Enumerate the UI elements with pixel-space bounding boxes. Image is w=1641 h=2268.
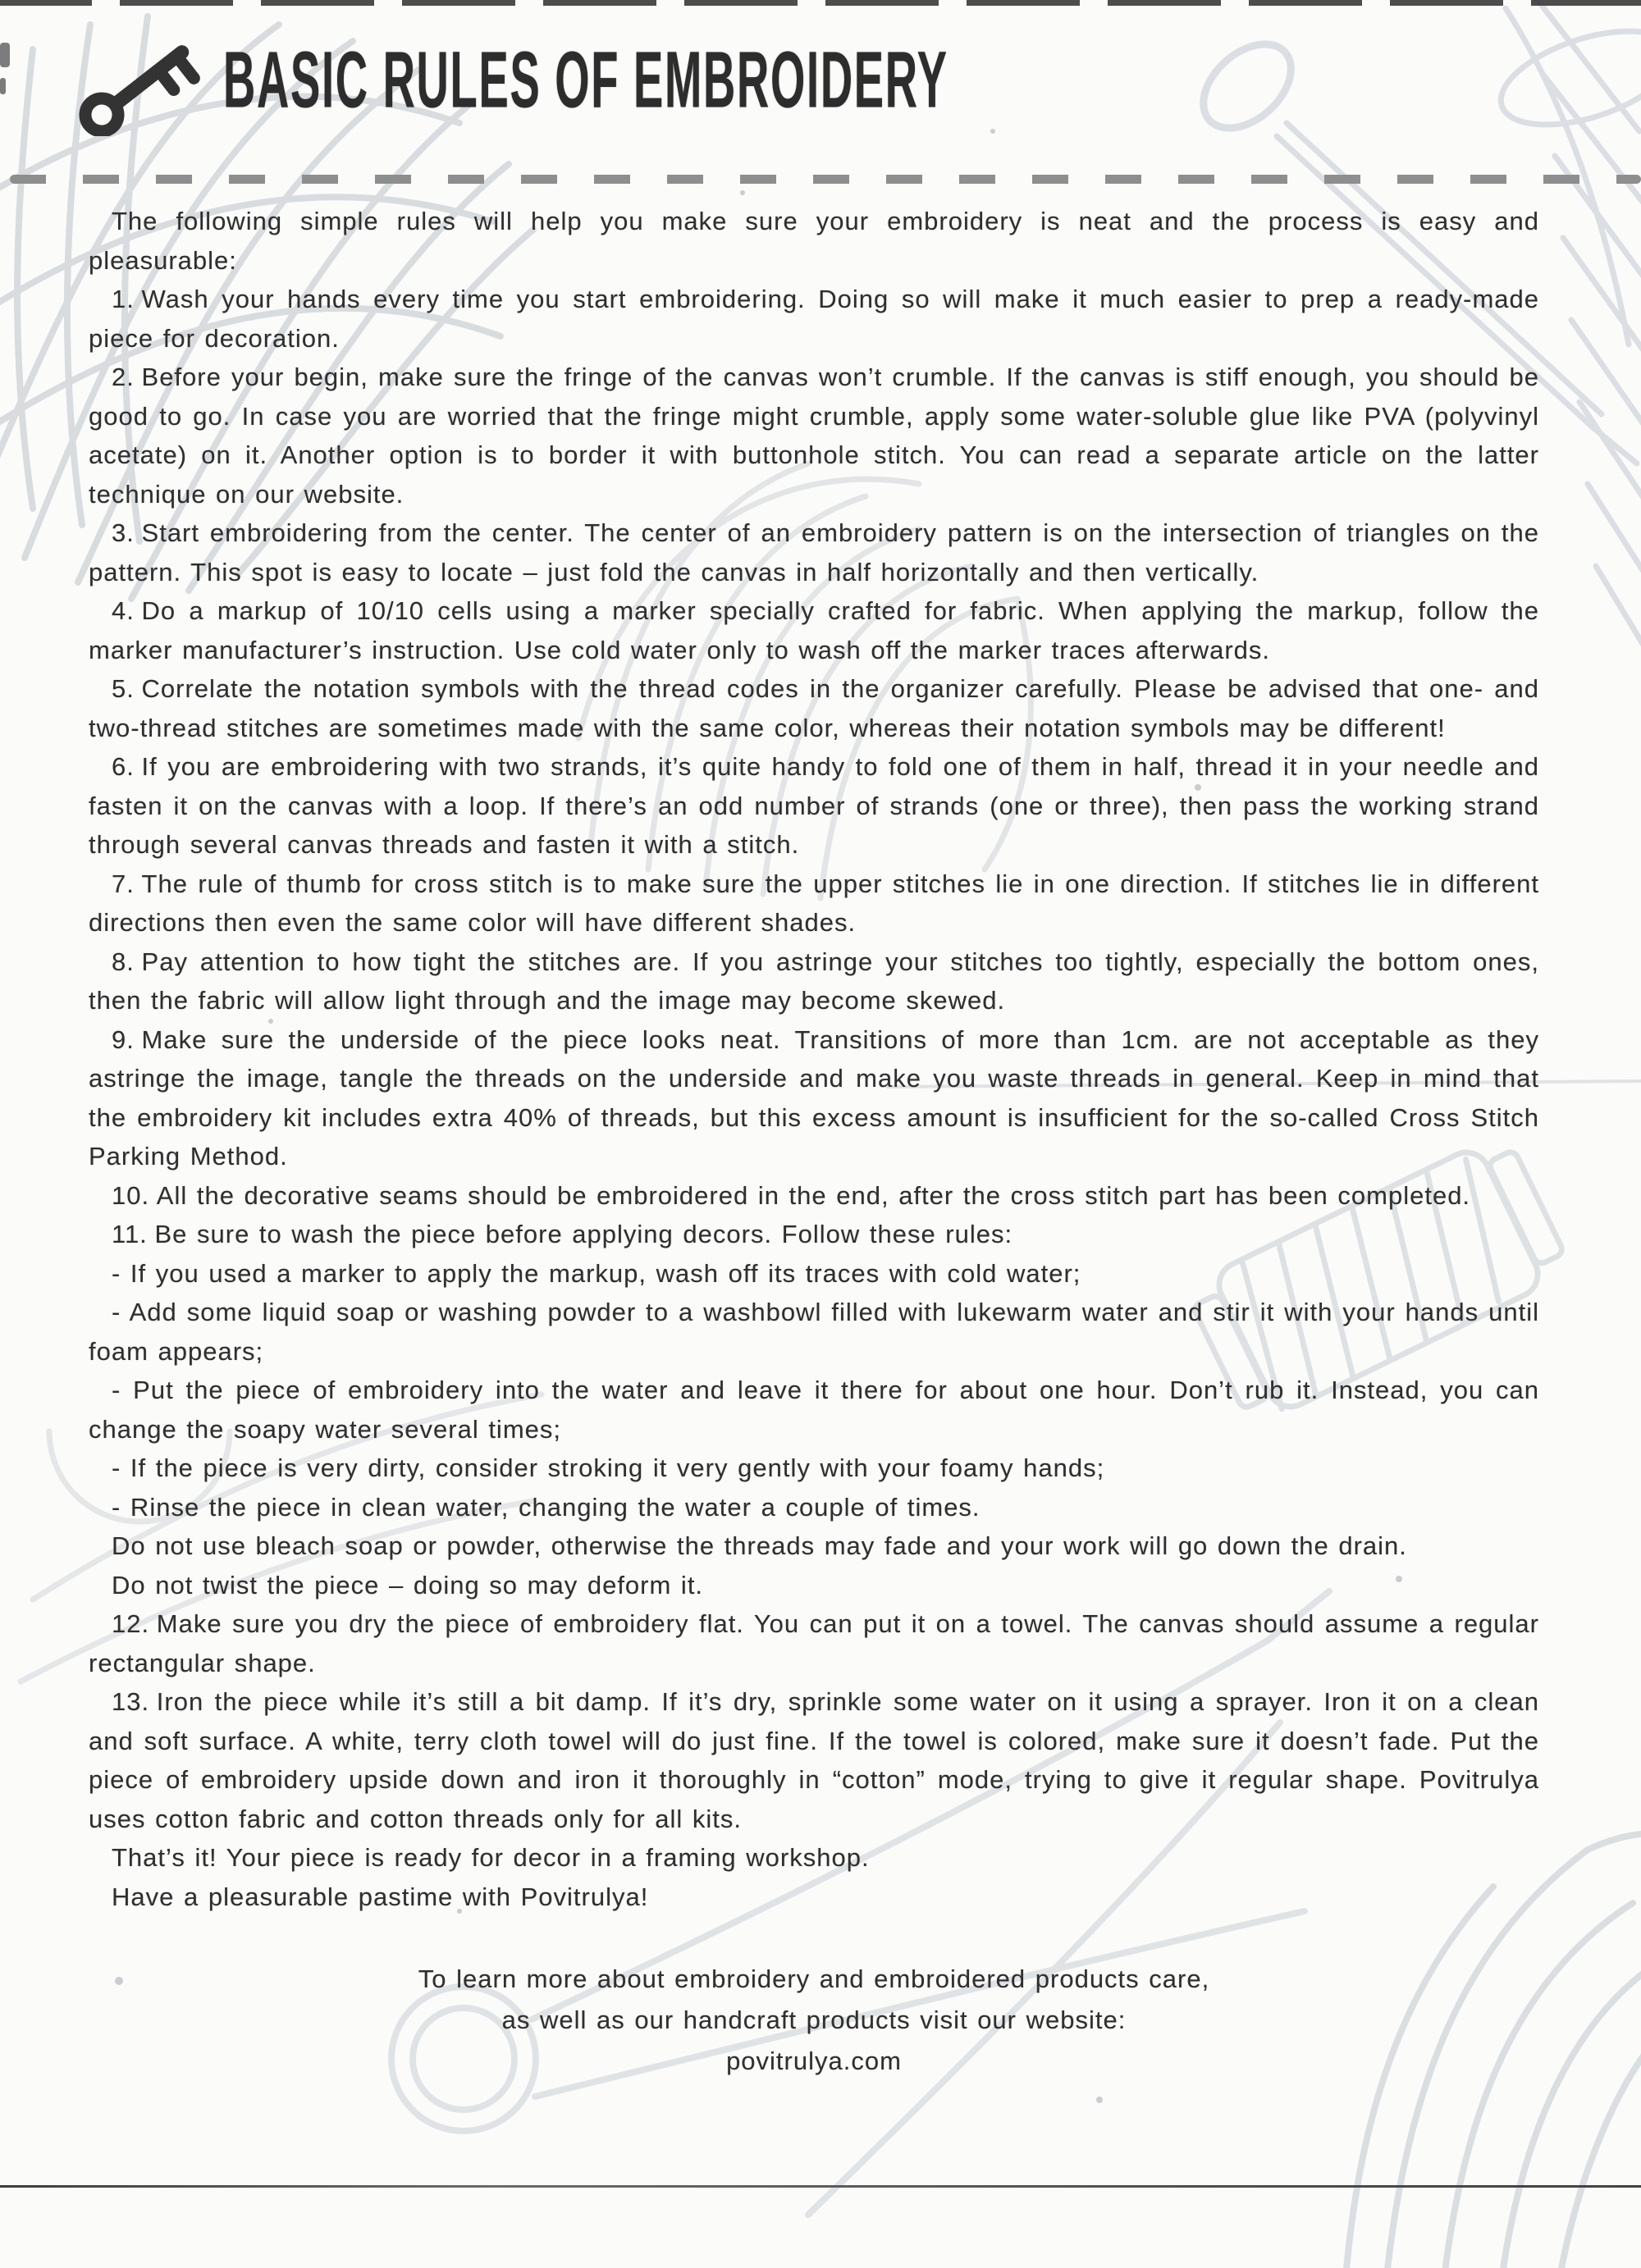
- rule-number: 9.: [112, 1024, 135, 1054]
- page-fold-line: [0, 2185, 1641, 2188]
- rule-number: 7.: [112, 869, 135, 898]
- rule-text: Make sure the underside of the piece looks neat. Transitions of more than 1cm. are not acceptable as they astringe the image, tangle the threads on the underside and make you waste threads in general. Keep in mind that the embroidery kit includes extra 40% of threads, but this excess amount is insufficient for the so-called Cross Stitch Parking Method.: [89, 1024, 1539, 1171]
- rules-text: [89, 202, 1539, 2082]
- dashed-separator: [10, 175, 1641, 184]
- intro-paragraph: The following simple rules will help you make sure your embroidery is neat and the process is easy and pleasurable:: [89, 207, 1539, 275]
- washing-step: - If you used a marker to apply the markup, wash off its traces with cold water;: [112, 1258, 1081, 1288]
- rule-paragraph: [89, 1215, 1539, 1254]
- rule-number: 11.: [112, 1220, 148, 1248]
- footer-line website-url: povitrulya.com: [726, 2047, 902, 2075]
- rule-text: Start embroidering from the center. The center of an embroidery pattern is on the intersection of triangles on the pattern. This spot is easy to locate – just fold the canvas in half horizontally and then vertically.: [89, 518, 1539, 586]
- rule-paragraph: [89, 1682, 1539, 1838]
- washing-step: - Put the piece of embroidery into the water and leave it there for about one hour. Don’t rub it. Instead, you can change the soapy water several times;: [89, 1376, 1539, 1444]
- scan-smudge-top-left: [0, 43, 10, 94]
- rule-number: 1.: [112, 285, 135, 313]
- rule-text: Do a markup of 10/10 cells using a marker specially crafted for fabric. When applying the markup, follow the marker manufacturer’s instruction. Use cold water only to wash off the marker traces afterwards.: [89, 596, 1539, 664]
- rule-paragraph: [89, 942, 1539, 1020]
- rule-number: 12.: [112, 1609, 150, 1638]
- closing-line: That’s it! Your piece is ready for decor in a framing workshop.: [112, 1843, 870, 1872]
- rule-number: 4.: [112, 596, 135, 625]
- page-title: BASIC RULES OF EMBROIDERY: [223, 34, 948, 125]
- rule-text: If you are embroidering with two strands, it’s quite handy to fold one of them in half, thread it in your needle and fasten it on the canvas with a loop. If there’s an odd number of strands (one or three), then pass the working strand through several canvas threads and fasten it with a stitch.: [89, 752, 1539, 859]
- rule-paragraph: [89, 1020, 1539, 1176]
- washing-warning: Do not twist the piece – doing so may deform it.: [112, 1570, 704, 1599]
- rule-paragraph: [89, 865, 1539, 942]
- rule-paragraph: [89, 591, 1539, 669]
- rule-text: Correlate the notation symbols with the thread codes in the organizer carefully. Please be advised that one- and two-thread stitches are sometimes made with the same color, whereas their notation symbols may be different!: [89, 674, 1539, 742]
- rule-text: All the decorative seams should be embroidered in the end, after the cross stitch part has been completed.: [156, 1180, 1471, 1210]
- page-header: [75, 23, 1076, 136]
- rule-number: 10.: [112, 1180, 150, 1210]
- rule-number: 13.: [112, 1687, 150, 1716]
- washing-warning: Do not use bleach soap or powder, otherwise the threads may fade and your work will go down the drain.: [112, 1531, 1407, 1560]
- washing-step: - If the piece is very dirty, consider stroking it very gently with your foamy hands;: [112, 1453, 1105, 1482]
- rule-number: 8.: [112, 947, 135, 976]
- rule-text: The rule of thumb for cross stitch is to make sure the upper stitches lie in one direction. If stitches lie in different directions then even the same color will have different shades.: [89, 869, 1539, 937]
- rule-paragraph: [89, 358, 1539, 513]
- key-icon: [75, 23, 207, 136]
- closing-line: Have a pleasurable pastime with Povitrulya!: [112, 1882, 649, 1911]
- rule-paragraph: [89, 280, 1539, 358]
- washing-step: - Add some liquid soap or washing powder to a washbowl filled with lukewarm water and stir it with your hands until foam appears;: [89, 1298, 1539, 1366]
- footer-note: [89, 1959, 1539, 2082]
- footer-line: as well as our handcraft products visit our website:: [501, 2006, 1127, 2034]
- rule-text: Iron the piece while it’s still a bit damp. If it’s dry, sprinkle some water on it using a sprayer. Iron it on a clean and soft surface. A white, terry cloth towel will do just fine. If the towel is colored, make sure it doesn’t fade. Put the piece of embroidery upside down and iron it thoroughly in “cotton” mode, trying to give it regular shape. Povitrulya uses cotton fabric and cotton threads only for all kits.: [89, 1687, 1539, 1833]
- rule-text: Before your begin, make sure the fringe of the canvas won’t crumble. If the canvas is stiff enough, you should be good to go. In case you are worried that the fringe might crumble, apply some water-soluble glue like PVA (polyvinyl acetate) on it. Another option is to border it with buttonhole stitch. You can read a separate article on the latter technique on our website.: [89, 363, 1539, 509]
- rule-number: 2.: [112, 363, 135, 391]
- rule-text: Pay attention to how tight the stitches are. If you astringe your stitches too tightly, especially the bottom ones, then the fabric will allow light through and the image may become skewed.: [89, 947, 1539, 1015]
- rule-paragraph: [89, 1604, 1539, 1682]
- rule-text: Wash your hands every time you start embroidering. Doing so will make it much easier to prep a ready-made piece for decoration.: [89, 285, 1539, 353]
- rule-number: 6.: [112, 752, 135, 781]
- rule-number: 3.: [112, 518, 135, 547]
- rule-paragraph: [89, 1176, 1539, 1216]
- rule-paragraph: [89, 513, 1539, 591]
- footer-line: To learn more about embroidery and embroidered products care,: [418, 1965, 1210, 1993]
- rule-text: Make sure you dry the piece of embroidery flat. You can put it on a towel. The canvas should assume a regular rectangular shape.: [89, 1609, 1539, 1677]
- rule-number: 5.: [112, 674, 135, 703]
- rule-paragraph: [89, 747, 1539, 865]
- rule-text: Be sure to wash the piece before applying decors. Follow these rules:: [154, 1220, 1013, 1248]
- rule-paragraph: [89, 669, 1539, 747]
- washing-step: - Rinse the piece in clean water, changing the water a couple of times.: [112, 1492, 980, 1522]
- scan-edge-artifact: [0, 0, 1641, 6]
